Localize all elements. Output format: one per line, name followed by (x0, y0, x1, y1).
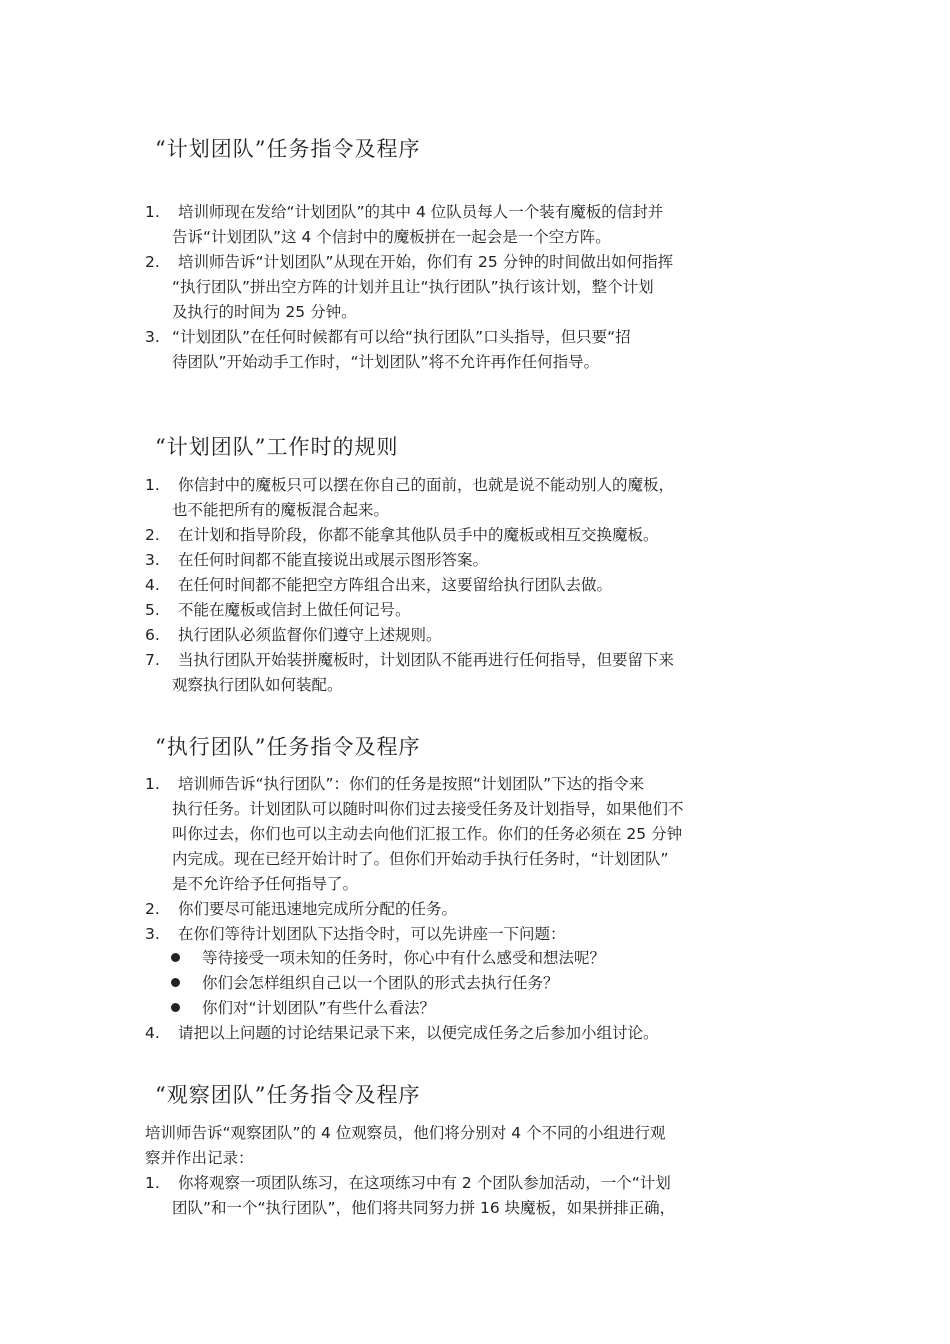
list-number: 3. (145, 328, 160, 346)
list-item-line: “执行团队”拼出空方阵的计划并且让“执行团队”执行该计划，整个计划 (172, 278, 654, 296)
list-item-line: 是不允许给予任何指导了。 (172, 875, 359, 893)
list-item-line: 你们要尽可能迅速地完成所分配的任务。 (178, 900, 458, 918)
list-item-line: 叫你过去，你们也可以主动去向他们汇报工作。你们的任务必须在 25 分钟 (172, 825, 683, 843)
list-item-line: 执行任务。计划团队可以随时叫你们过去接受任务及计划指导，如果他们不 (172, 800, 684, 818)
section-heading-plan-team-rules: “计划团队”工作时的规则 (155, 435, 399, 459)
list-item-line: 待团队”开始动手工作时，“计划团队”将不允许再作任何指导。 (172, 353, 600, 371)
list-number: 6. (145, 626, 160, 644)
bullet-dot-icon (171, 1003, 180, 1012)
bullet-item: 你们对“计划团队”有些什么看法？ (202, 999, 436, 1017)
list-number: 1. (145, 476, 160, 494)
section-heading-plan-team-instructions: “计划团队”任务指令及程序 (155, 137, 421, 161)
list-item-line: 及执行的时间为 25 分钟。 (172, 303, 357, 321)
list-item-line: 在任何时间都不能直接说出或展示图形答案。 (178, 551, 489, 569)
list-item-line: 在任何时间都不能把空方阵组合出来，这要留给执行团队去做。 (178, 576, 613, 594)
intro-line: 培训师告诉“观察团队”的 4 位观察员，他们将分别对 4 个不同的小组进行观 (145, 1124, 666, 1142)
list-item-line: 培训师告诉“执行团队”：你们的任务是按照“计划团队”下达的指令来 (178, 775, 645, 793)
list-item-line: 不能在魔板或信封上做任何记号。 (178, 601, 411, 619)
list-item-line: 告诉“计划团队”这 4 个信封中的魔板拼在一起会是一个空方阵。 (172, 228, 611, 246)
list-item-line: “计划团队”在任何时候都有可以给“执行团队”口头指导，但只要“招 (172, 328, 631, 346)
list-item-line: 请把以上问题的讨论结果记录下来，以便完成任务之后参加小组讨论。 (178, 1024, 659, 1042)
list-number: 3. (145, 925, 160, 943)
list-item-line: 在你们等待计划团队下达指令时，可以先讲座一下问题： (178, 925, 566, 943)
list-number: 2. (145, 526, 160, 544)
list-number: 4. (145, 1024, 160, 1042)
list-item-line: 当执行团队开始装拼魔板时，计划团队不能再进行任何指导，但要留下来 (178, 651, 675, 669)
list-item-line: 团队”和一个“执行团队”，他们将共同努力拼 16 块魔板，如果拼排正确， (172, 1199, 676, 1217)
list-item-line: 观察执行团队如何装配。 (172, 676, 343, 694)
list-number: 1. (145, 203, 160, 221)
list-item-line: 培训师现在发给“计划团队”的其中 4 位队员每人一个装有魔板的信封并 (178, 203, 664, 221)
list-item-line: 你信封中的魔板只可以摆在你自己的面前，也就是说不能动别人的魔板， (178, 476, 675, 494)
list-number: 4. (145, 576, 160, 594)
list-item-line: 你将观察一项团队练习，在这项练习中有 2 个团队参加活动，一个“计划 (178, 1174, 671, 1192)
bullet-dot-icon (171, 953, 180, 962)
list-number: 2. (145, 253, 160, 271)
intro-line: 察并作出记录： (145, 1149, 254, 1167)
list-number: 7. (145, 651, 160, 669)
list-number: 5. (145, 601, 160, 619)
list-number: 1. (145, 775, 160, 793)
section-heading-observe-team-instructions: “观察团队”任务指令及程序 (155, 1083, 421, 1107)
bullet-dot-icon (171, 978, 180, 987)
list-item-line: 内完成。现在已经开始计时了。但你们开始动手执行任务时，“计划团队” (172, 850, 669, 868)
bullet-item: 你们会怎样组织自己以一个团队的形式去执行任务？ (202, 974, 559, 992)
section-heading-exec-team-instructions: “执行团队”任务指令及程序 (155, 735, 421, 759)
bullet-item: 等待接受一项未知的任务时，你心中有什么感受和想法呢？ (202, 949, 606, 967)
list-number: 3. (145, 551, 160, 569)
list-item-line: 培训师告诉“计划团队”从现在开始，你们有 25 分钟的时间做出如何指挥 (178, 253, 674, 271)
list-number: 2. (145, 900, 160, 918)
list-number: 1. (145, 1174, 160, 1192)
list-item-line: 执行团队必须监督你们遵守上述规则。 (178, 626, 442, 644)
list-item-line: 在计划和指导阶段，你都不能拿其他队员手中的魔板或相互交换魔板。 (178, 526, 659, 544)
list-item-line: 也不能把所有的魔板混合起来。 (172, 501, 390, 519)
